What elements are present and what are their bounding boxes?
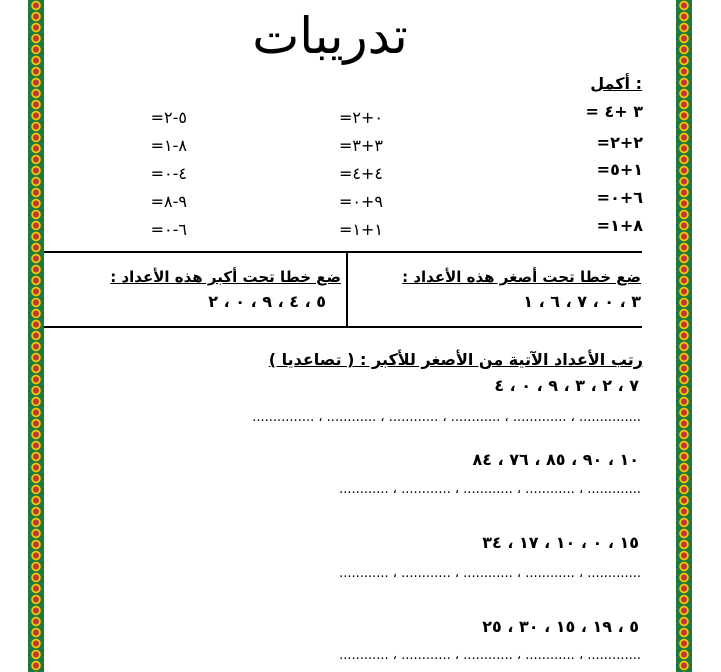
largest-number-values: ٥ ، ٤ ، ٩ ، ٠ ، ٢	[208, 292, 326, 311]
sort-row-numbers: ١٥ ، ٠ ، ١٠ ، ١٧ ، ٣٤	[482, 533, 639, 552]
equation-item: ٤-٠=	[150, 164, 187, 183]
equation-item: ٩-٨=	[150, 192, 187, 211]
equation-item: ٥-٢=	[150, 108, 187, 127]
equation-item: ٢+٢=	[596, 133, 643, 152]
sort-row-answer: ............. ، ............ ، ............ ، ............ ، ............	[339, 648, 641, 663]
decorative-border-left	[28, 0, 44, 672]
sort-heading: رتب الأعداد الآتية من الأصغر للأكبر : ( تصاعديا )	[268, 350, 643, 369]
sort-row-answer: ............... ، ............. ، ............ ، ............ ، ............ ، ...............	[252, 410, 641, 425]
divider-vertical	[346, 251, 348, 328]
equation-item: ٣+٣=	[339, 136, 383, 155]
equation-item: ٨-١=	[150, 136, 187, 155]
divider-bottom	[44, 326, 642, 328]
largest-number-heading: ضع خطا تحت أكبر هذه الأعداد :	[110, 268, 341, 286]
equation-item: ٦+٠=	[596, 188, 643, 207]
complete-heading: أكمل :	[590, 74, 642, 93]
divider-top	[44, 251, 642, 253]
page-title: تدريبات	[252, 7, 408, 65]
equation-item: ٣ +٤ =	[585, 102, 643, 121]
sort-row-numbers: ١٠ ، ٩٠ ، ٨٥ ، ٧٦ ، ٨٤	[472, 450, 639, 469]
equation-item: ٩+٠=	[339, 192, 383, 211]
sort-row-numbers: ٧ ، ٢ ، ٣ ، ٩ ، ٠ ، ٤	[494, 376, 639, 395]
smallest-number-heading: ضع خطا تحت أصغر هذه الأعداد :	[402, 268, 641, 286]
sort-row-numbers: ٥ ، ١٩ ، ١٥ ، ٣٠ ، ٢٥	[482, 617, 639, 636]
equation-item: ١+١=	[339, 220, 383, 239]
equation-item: ٨+١=	[596, 216, 643, 235]
equation-item: ٤+٤=	[339, 164, 383, 183]
equation-item: ٠+٢=	[339, 108, 383, 127]
sort-row-answer: ............. ، ............ ، ............ ، ............ ، ............	[339, 566, 641, 581]
smallest-number-values: ٣ ، ٠ ، ٧ ، ٦ ، ١	[523, 292, 641, 311]
equation-item: ٦-٠=	[150, 220, 187, 239]
sort-row-answer: ............. ، ............ ، ............ ، ............ ، ............	[339, 482, 641, 497]
decorative-border-right	[676, 0, 692, 672]
equation-item: ١+٥=	[596, 160, 643, 179]
